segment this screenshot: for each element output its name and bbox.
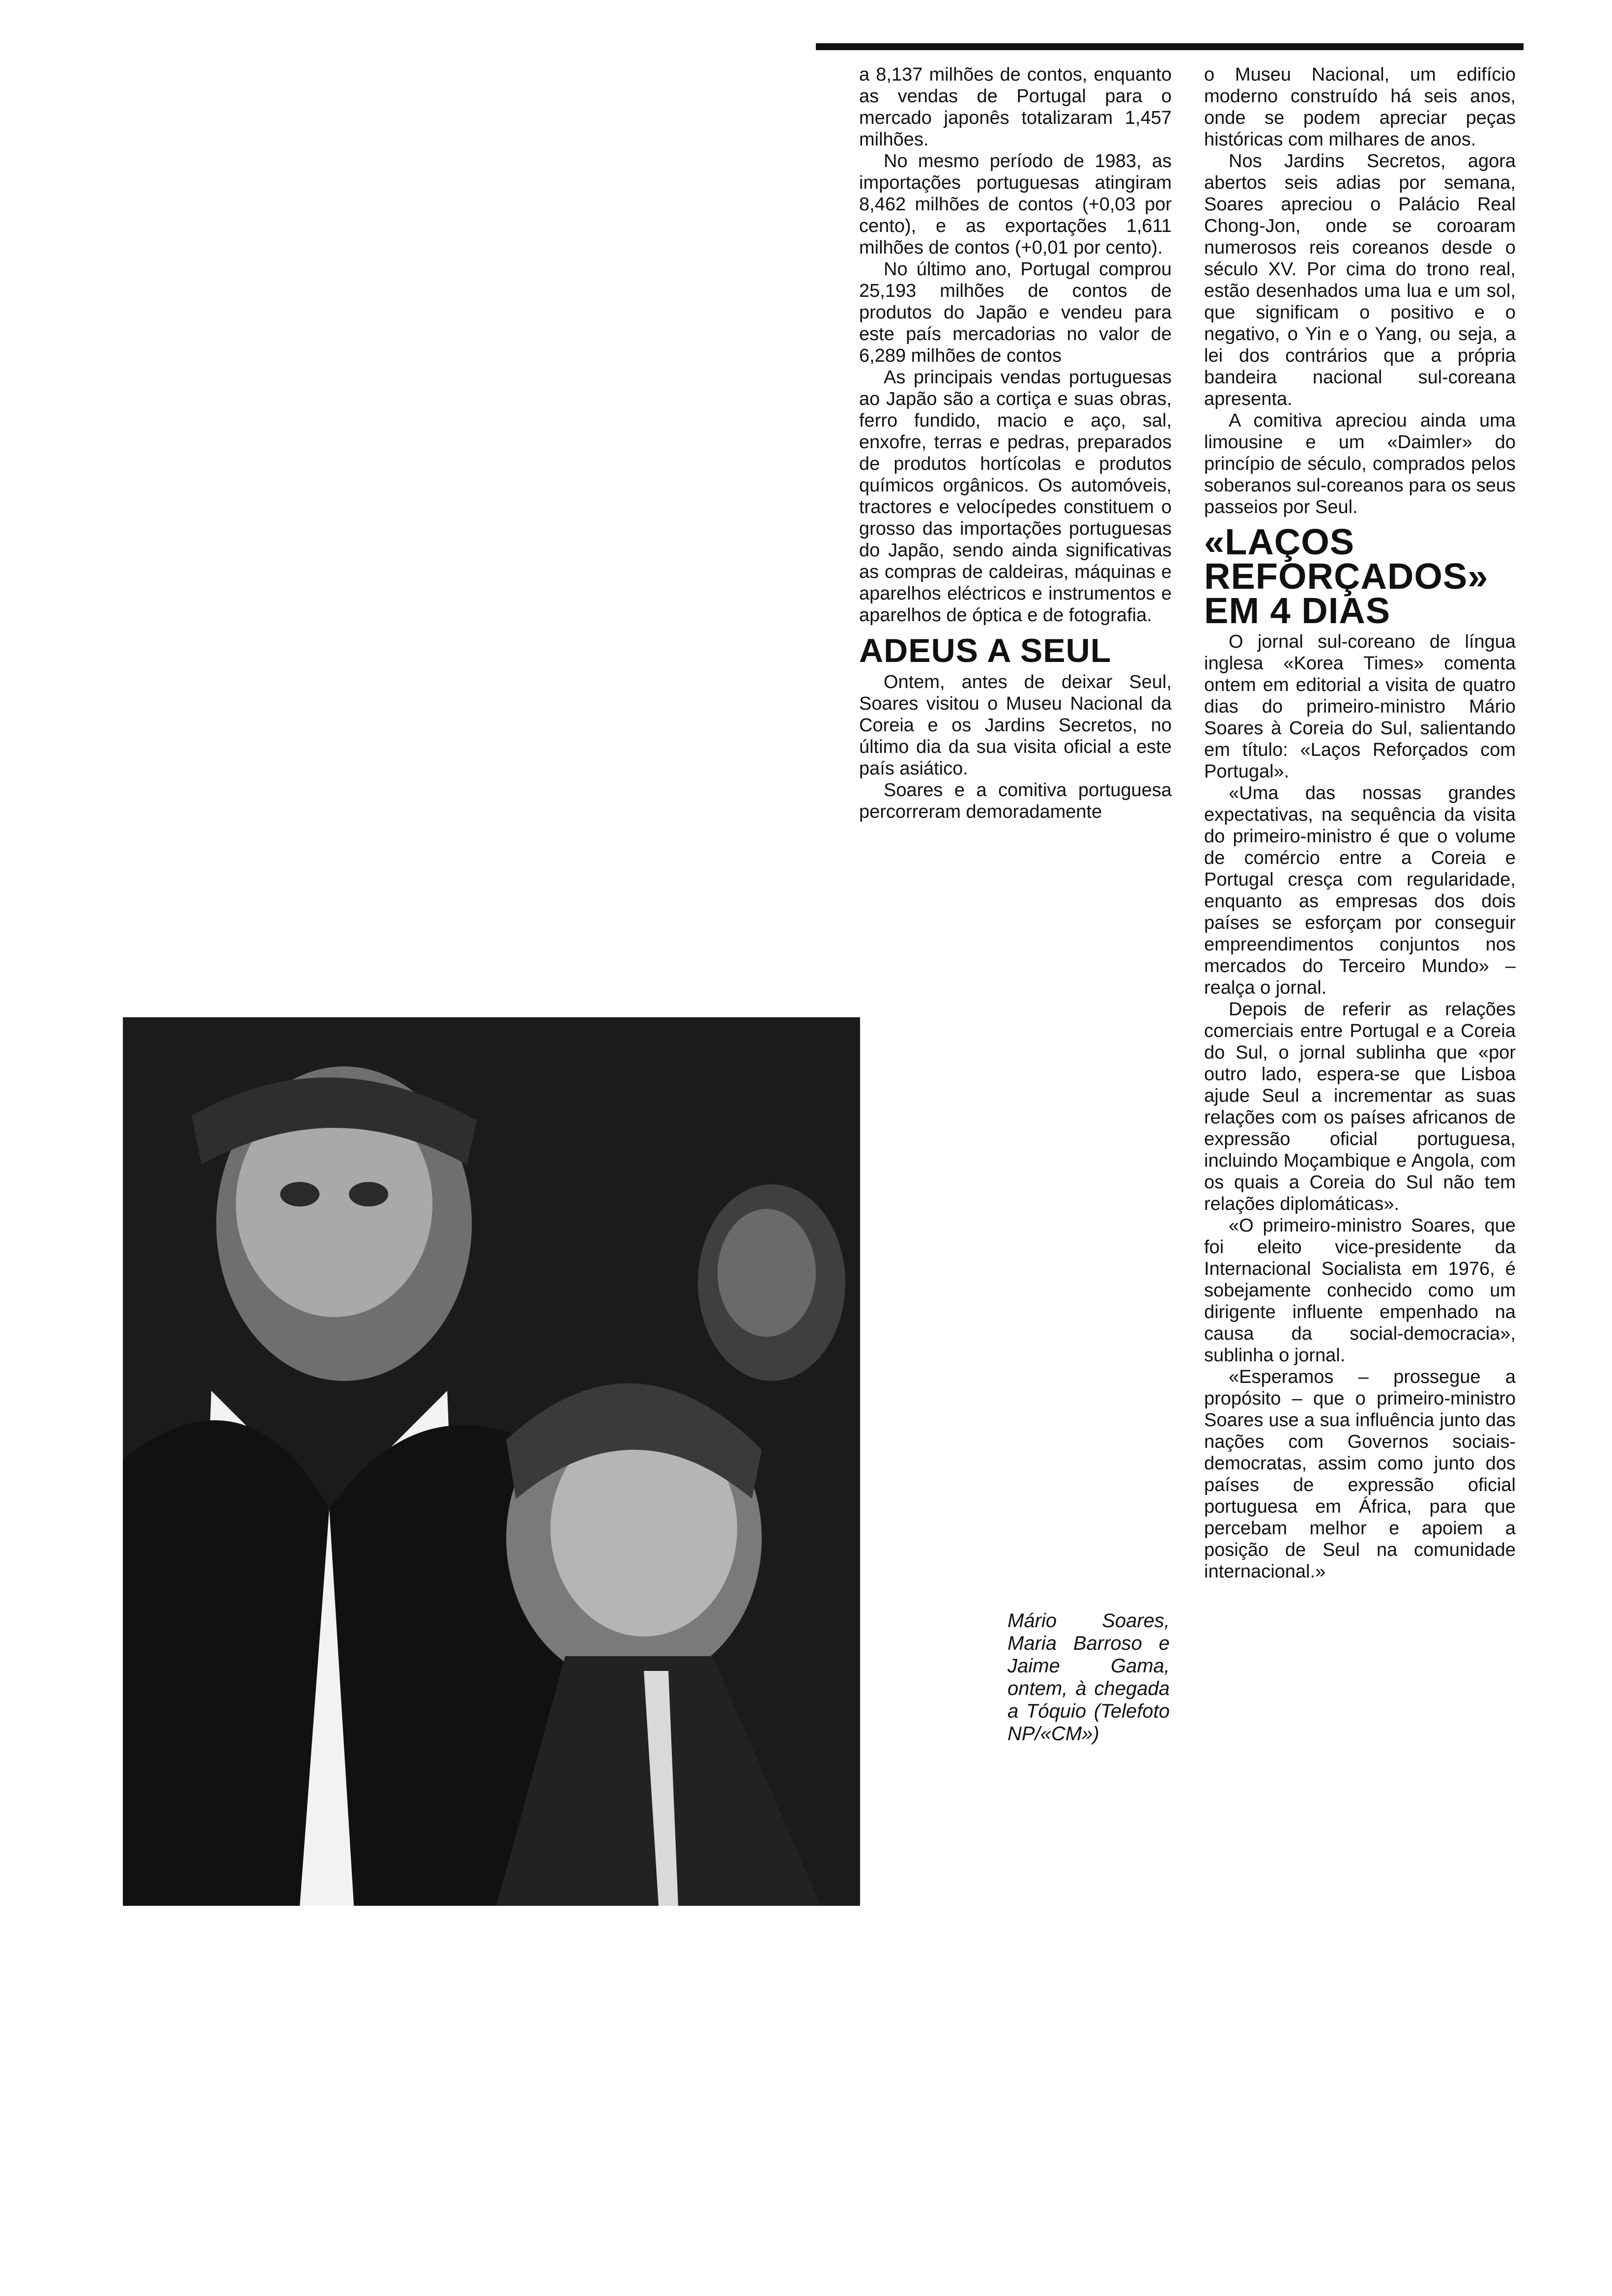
paragraph: o Museu Nacional, um edifício moderno construído há seis anos, onde se podem apreciar peças históricas com milhares de anos. bbox=[1204, 64, 1516, 150]
paragraph: Soares e a comitiva portuguesa percorreram demoradamente bbox=[859, 780, 1172, 822]
paragraph: No último ano, Portugal comprou 25,193 milhões de contos de produtos do Japão e vendeu para este país mercadorias no valor de 6,289 milhões de contos bbox=[859, 259, 1172, 366]
press-photo-illustration bbox=[123, 1017, 860, 1906]
paragraph: «O primeiro-ministro Soares, que foi eleito vice-presidente da Internacional Socialista em 1976, é sobejamente conhecido como um dirigente influente empenhado na causa da social-democracia», sublinha o jornal. bbox=[1204, 1215, 1516, 1366]
subheading-lacos-reforcados: «LAÇOS REFORÇADOS» EM 4 DIAS bbox=[1204, 521, 1489, 631]
top-rule bbox=[816, 43, 1524, 50]
press-photo bbox=[123, 1017, 860, 1906]
paragraph: No mesmo período de 1983, as importações portuguesas atingiram 8,462 milhões de contos (+0,03 por cento), e as exportações 1,611 milhões de contos (+0,01 por cento). bbox=[859, 151, 1172, 258]
photo-caption: Mário Soares, Maria Barroso e Jaime Gama, ontem, à chegada a Tóquio (Telefoto NP/«CM») bbox=[1008, 1610, 1170, 1745]
paragraph: «Esperamos – prossegue a propósito – que o primeiro-ministro Soares use a sua influência junto das nações com Governos sociais-democratas, assim como junto dos países de expressão oficial portuguesa em África, para que percebam melhor e apoiem a posição de Seul na comunidade internacional.» bbox=[1204, 1367, 1516, 1582]
paragraph: Ontem, antes de deixar Seul, Soares visitou o Museu Nacional da Coreia e os Jardins Secretos, no último dia da sua visita oficial a este país asiático. bbox=[859, 672, 1172, 779]
paragraph: A comitiva apreciou ainda uma limousine e um «Daimler» do princípio de século, comprados pelos soberanos sul-coreanos para os seus passeios por Seul. bbox=[1204, 410, 1516, 517]
article-column-2 bbox=[1204, 64, 1516, 1582]
paragraph: As principais vendas portuguesas ao Japão são a cortiça e suas obras, ferro fundido, macio e aço, sal, enxofre, terras e pedras, preparados de produtos hortícolas e produtos químicos orgânicos. Os automóveis, tractores e velocípedes constituem o grosso das importações portuguesas do Japão, sendo ainda significativas as compras de caldeiras, máquinas e aparelhos eléctricos e instrumentos e aparelhos de óptica e de fotografia. bbox=[859, 367, 1172, 626]
article-column-1 bbox=[859, 64, 1172, 823]
paragraph: Depois de referir as relações comerciais entre Portugal e a Coreia do Sul, o jornal sublinha que «por outro lado, espera-se que Lisboa ajude Seul a incrementar as suas relações com os países africanos de expressão oficial portuguesa, incluindo Moçambique e Angola, com os quais a Coreia do Sul não tem relações diplomáticas». bbox=[1204, 999, 1516, 1214]
paragraph: «Uma das nossas grandes expectativas, na sequência da visita do primeiro-ministro é que o volume de comércio entre a Coreia e Portugal cresça com regularidade, enquanto as empresas dos dois países se esforçam por conseguir empreendimentos conjuntos nos mercados do Terceiro Mundo» – realça o jornal. bbox=[1204, 783, 1516, 998]
paragraph: O jornal sul-coreano de língua inglesa «Korea Times» comenta ontem em editorial a visita de quatro dias do primeiro-ministro Mário Soares à Coreia do Sul, salientando em título: «Laços Reforçados com Portugal». bbox=[1204, 631, 1516, 782]
subheading-adeus-a-seul: ADEUS A SEUL bbox=[859, 632, 1112, 669]
paragraph: a 8,137 milhões de contos, enquanto as vendas de Portugal para o mercado japonês totalizaram 1,457 milhões. bbox=[859, 64, 1172, 150]
paragraph: Nos Jardins Secretos, agora abertos seis adias por semana, Soares apreciou o Palácio Real Chong-Jon, onde se coroaram numerosos reis coreanos desde o século XV. Por cima do trono real, estão desenhados uma lua e um sol, que significam o positivo e o negativo, o Yin e o Yang, ou seja, a lei dos contrários que a própria bandeira nacional sul-coreana apresenta. bbox=[1204, 151, 1516, 409]
